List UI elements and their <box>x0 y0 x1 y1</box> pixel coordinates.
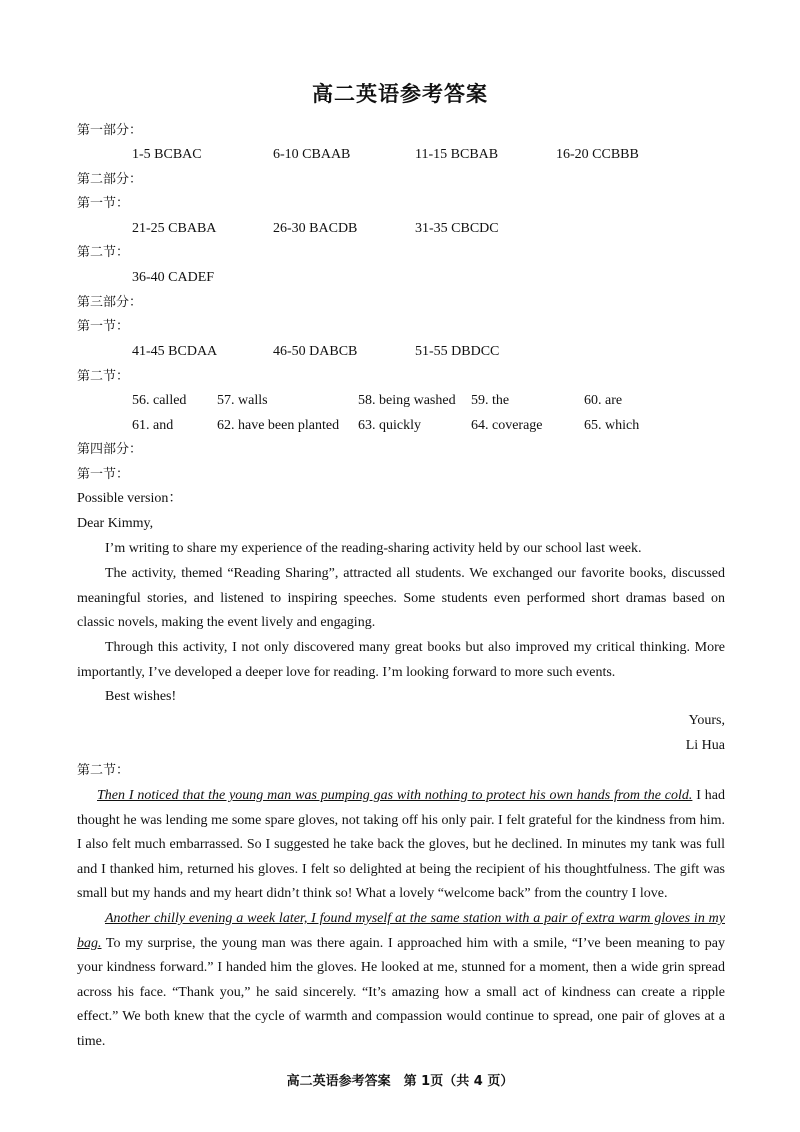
story-lead-sentence: Then I noticed that the young man was pumping gas with nothing to protect his own hands from the cold. <box>97 788 693 803</box>
letter-sign-name: Li Hua <box>685 738 725 753</box>
answer-group: 11-15 BCBAB <box>415 147 499 162</box>
answer-group: 46-50 DABCB <box>273 344 358 359</box>
letter-paragraph: Through this activity, I not only discovered many great books but also improved my critical thinking. More importantly, I’ve developed a deeper love for reading. I’m looking forward to more such events. <box>77 640 725 680</box>
part1-heading: 第一部分： <box>77 123 143 138</box>
answer-group: 31-35 CBCDC <box>415 221 499 236</box>
answer-item: 58. being washed <box>358 393 456 408</box>
answer-item: 59. the <box>471 393 510 408</box>
story-paragraph <box>77 784 725 907</box>
part3-sec1-heading: 第一节： <box>77 319 130 334</box>
answer-item: 57. walls <box>217 393 268 408</box>
part3-heading: 第三部分： <box>77 295 143 310</box>
answer-group: 1-5 BCBAC <box>132 147 202 162</box>
part2-sec1-answers <box>0 220 800 240</box>
answer-group: 21-25 CBABA <box>132 221 217 236</box>
story-lead-sentence: Another chilly evening a week later, I found myself at the same station with a pair of extra warm gloves in my bag. <box>77 911 725 951</box>
answer-item: 60. are <box>584 393 623 408</box>
answer-item: 63. quickly <box>358 418 421 433</box>
answer-group: 41-45 BCDAA <box>132 344 218 359</box>
answer-group: 26-30 BACDB <box>273 221 358 236</box>
story-text: To my surprise, the young man was there again. I approached him with a smile, “I’ve been meaning to pay your kindness forward.” I handed him the gloves. He looked at me, stunned for a moment, then a wide grin spread across his face. “Thank you,” he said sincerely. “It’s amazing how a small act of kindness can create a ripple effect.” We both knew that the cycle of warmth and compassion would continue to spread, one pair of gloves at a time. <box>77 935 725 1049</box>
part2-heading: 第二部分： <box>77 172 143 187</box>
part4-sec1-heading: 第一节： <box>77 467 130 482</box>
answer-group: 16-20 CCBBB <box>556 147 639 162</box>
answer-group: 6-10 CBAAB <box>273 147 351 162</box>
part3-sec2-row1 <box>0 392 800 412</box>
letter-greeting: Dear Kimmy, <box>77 516 154 531</box>
part2-sec2-heading: 第二节： <box>77 245 130 260</box>
part3-sec1-answers <box>0 343 800 363</box>
answer-item: 61. and <box>132 418 174 433</box>
part4-heading: 第四部分： <box>77 442 143 457</box>
letter-closing: Best wishes! <box>105 689 177 704</box>
part4-sec2-heading: 第二节： <box>77 763 130 778</box>
letter-paragraph: The activity, themed “Reading Sharing”, attracted all students. We exchanged our favorite books, discussed meaningful stories, and listened to inspiring speeches. Some students even performed short dramas based on classic novels, making the event lively and engaging. <box>77 566 725 631</box>
part2-sec2-answers <box>0 269 800 289</box>
answer-item: 62. have been planted <box>217 418 340 433</box>
answer-item: 65. which <box>584 418 640 433</box>
part1-answers <box>0 146 800 166</box>
letter-sign-yours: Yours, <box>688 713 725 728</box>
story-paragraph <box>77 907 725 1055</box>
answer-group: 51-55 DBDCC <box>415 344 500 359</box>
letter-paragraph: I’m writing to share my experience of the reading-sharing activity held by our school last week. <box>105 541 642 556</box>
possible-version-label: Possible version： <box>77 491 183 506</box>
story-text: I had thought he was lending me some spare gloves, not taking off his only pair. I felt grateful for the kindness from him. I also felt much embarrassed. So I suggested he take back the gloves, but he declined. In minutes my tank was full and I thanked him, returned his gloves. I felt so delighted at being the recipient of his thoughtfulness. The gift was small but my hands and my heart didn’t think so! What a lovely “welcome back” from the country I love. <box>77 788 725 902</box>
answer-group: 36-40 CADEF <box>132 270 215 285</box>
part2-sec1-heading: 第一节： <box>77 196 130 211</box>
answer-item: 64. coverage <box>471 418 543 433</box>
page-footer: 高二英语参考答案 第 1页（共 4 页） <box>286 1074 514 1089</box>
part3-sec2-heading: 第二节： <box>77 369 130 384</box>
answer-item: 56. called <box>132 393 187 408</box>
page-title: 高二英语参考答案 <box>312 81 488 106</box>
part3-sec2-row2 <box>0 417 800 437</box>
